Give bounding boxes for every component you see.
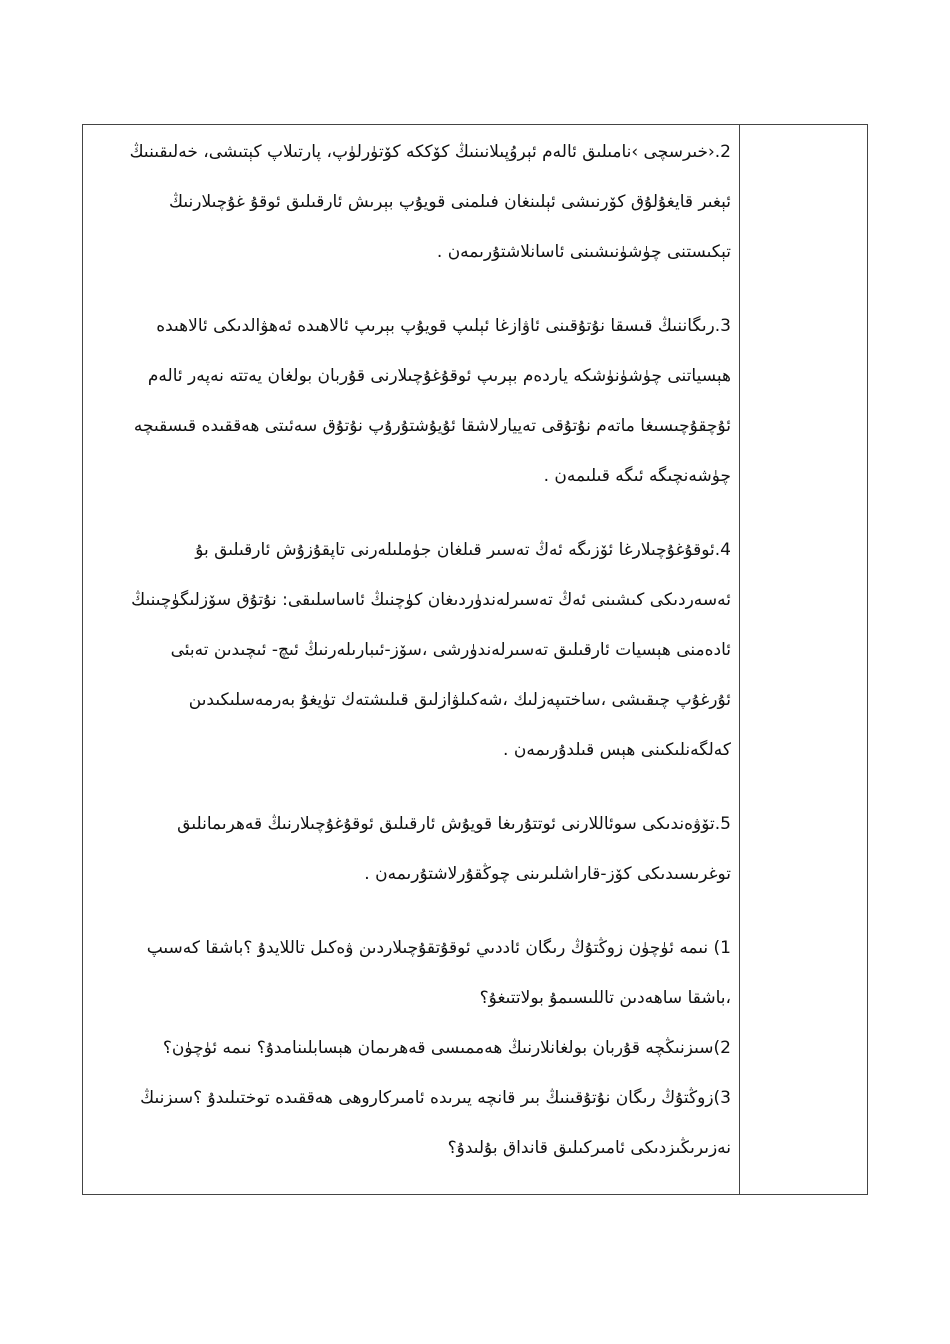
question-3-line-1: 3)زوڭتۇڭ رىگان نۇتۇقىنىڭ بىر قانچە يىرىدە ئامىركاروھى ھەققىدە توختىلىدۇ ؟سىزنىڭ [140,1088,731,1108]
paragraph-3-line-2: ھېسياتنى چۈشۈنۈشكە ياردەم بېرىپ ئوقۇغۇچىلارنى قۇربان بولغان يەتتە نەپەر ئالەم [147,366,731,386]
question-2-line-1: 2)سىزنىڭچە قۇربان بولغانلارنىڭ ھەممىسى قەھرىمان ھېسابلىنامدۇ؟ نىمە ئۈچۈن؟ [162,1038,731,1058]
paragraph-2-line-3: تېكىستنى چۈشۈنىشىنى ئاسانلاشتۇرىمەن . [436,242,731,262]
paragraph-4-line-4: ئۇرغۇپ چىقىشى ،ساختىپەزلىك ،شەكىلۋازلىق قىلىشتەك تۈيغۇ بەرمەسلىكىدىن [188,690,731,710]
paragraph-3-line-1: 3.رىگاننىڭ قىسقا نۇتۇقىنى ئاۋازغا ئېلىپ قويۇپ بېرىپ ئالاھىدە ئەھۋالدىكى ئالاھىدە [156,316,731,336]
paragraph-3-line-3: ئۇچقۇچىسىغا ماتەم نۇتۇقى تەييارلاشقا ئۇيۇشتۇرۇپ نۇتۇق سەئىتى ھەققىدە قىسقىچە [133,416,731,436]
paragraph-3-line-4: چۈشەنچىگە ئىگە قىلىمەن . [543,466,731,486]
paragraph-4-line-5: كەلگەنلىكىنى ھېس قىلدۇرىمەن . [503,740,731,760]
paragraph-5-line-1: 5.تۆۋەندىكى سوئاللارنى ئوتتۇرىغا قويۇش ئارقىلىق ئوقۇغۇچىلارنىڭ قەھرىمانلىق [177,814,731,834]
document-table [82,124,868,1195]
content-cell [83,125,739,1194]
paragraph-4-line-1: 4.ئوقۇغۇچىلارغا ئۆزىگە ئەڭ تەسىر قىلغان جۈملىلەرنى تاپقۇزۇش ئارقىلىق بۇ [195,540,731,560]
paragraph-4-line-3: ئادەمنى ھېسيات ئارقىلىق تەسىرلەندۈرشى ،سۆز-ئىبارىلەرنىڭ ئىچ- ئىچىدىن تەبئى [170,640,731,660]
paragraph-4-line-2: ئەسەردىكى كىشىنى ئەڭ تەسىرلەندۈردىغان كۈچنىڭ ئاساسلىقى: نۇتۇق سۆزلىگۈچىنىڭ [131,590,731,610]
paragraph-2-line-2: ئېغىر قايغۇلۇق كۆرنىشى ئېلىنغان فىلمنى قويۇپ بېرىش ئارقىلىق ئوقۇ غۇچىلارنىڭ [169,192,731,212]
paragraph-2-line-1: 2.‹خىرسچى ›نامىلىق ئالەم ئېروُپىلانىنىڭ كۆككە كۆتۈرلۈپ، پارتىلاپ كېتىشى، خەلىقىنىڭ [129,142,731,162]
question-1-line-1: 1) نىمە ئۈچۈن زوڭتۇڭ رىگان ئاددىي ئوقۇتقۇچىلاردىن ۋەكىل تاللايدۇ ؟باشقا كەسىپ [146,938,731,958]
paragraph-5-line-2: توغرىسىدىكى كۆز-قاراشلىرىنى چوڭقۇرلاشتۇرىمەن . [364,864,731,884]
column-divider [739,125,740,1194]
question-3-line-2: نەزىرىڭىزدىكى ئامىركىلىق قانداق بۇلىدۇ؟ [447,1138,731,1158]
question-1-line-2: ،باشقا ساھەدىن تاللىسىمۇ بولاتتىغۇ؟ [479,988,731,1008]
